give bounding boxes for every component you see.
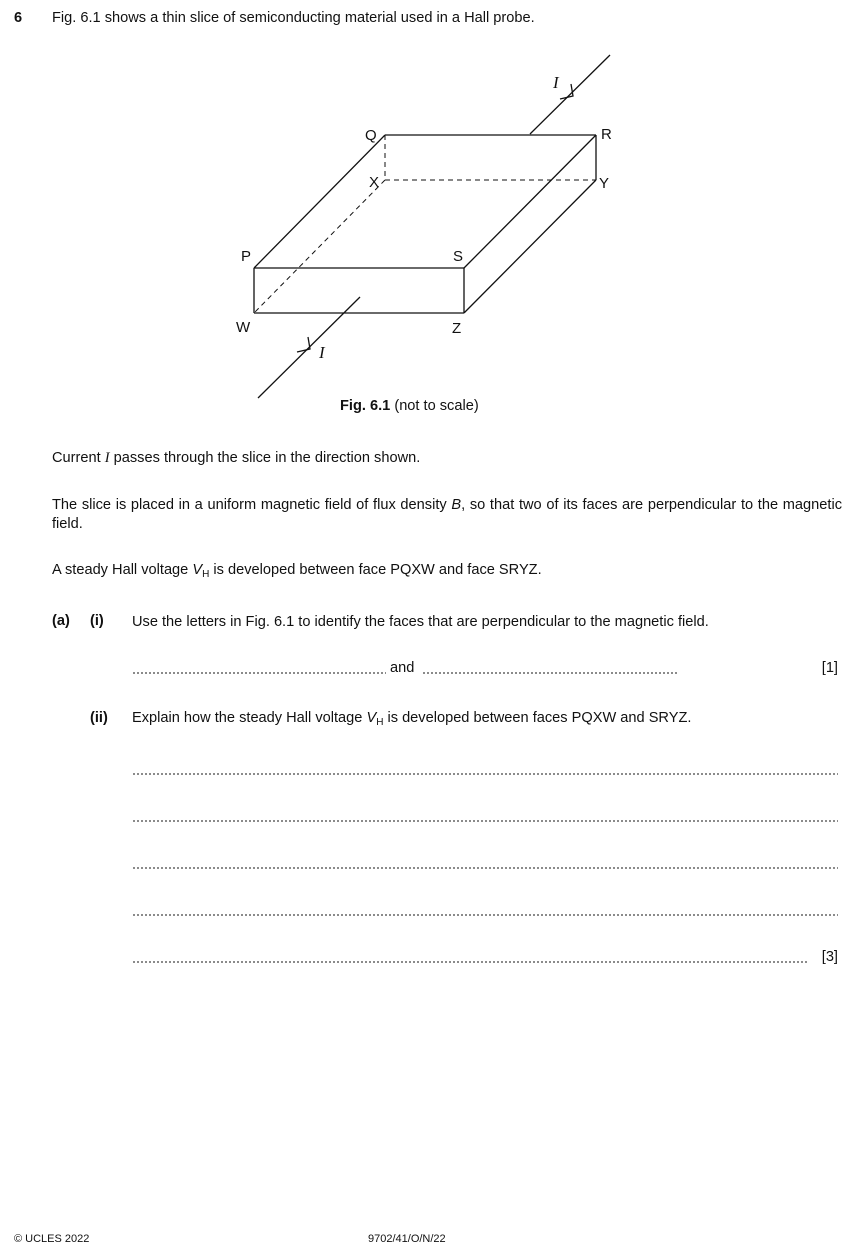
label-X: X	[369, 174, 380, 191]
p3-text-b: is developed between face PQXW and face SRYZ.	[209, 562, 542, 578]
footer-code: 9702/41/O/N/22	[368, 1233, 446, 1245]
label-Q: Q	[365, 127, 377, 144]
part-a-i-text: Use the letters in Fig. 6.1 to identify the faces that are perpendicular to the magnetic field.	[132, 614, 709, 630]
answer-line[interactable]	[132, 820, 838, 822]
caption-rest: (not to scale)	[390, 398, 479, 414]
answer-line-face-1[interactable]	[132, 672, 386, 674]
footer-copyright: © UCLES 2022	[14, 1233, 90, 1245]
p3-v: V	[192, 562, 203, 578]
marks-a-i: [1]	[821, 660, 838, 676]
part-a-ii-text	[132, 710, 691, 728]
answer-line[interactable]	[132, 773, 838, 775]
label-current-out: I	[553, 73, 559, 92]
label-S: S	[453, 248, 464, 265]
part-a-ii-label: (ii)	[90, 710, 108, 726]
marks-a-ii: [3]	[821, 949, 838, 965]
label-Y: Y	[599, 175, 610, 192]
p2-text-a: The slice is placed in a uniform magnetic field of flux density	[52, 497, 452, 513]
edge-RS	[464, 135, 596, 268]
hidden-edge-XW	[254, 180, 385, 313]
paragraph-current	[52, 449, 842, 468]
label-Z: Z	[452, 320, 462, 337]
a-ii-text-b: is developed between faces PQXW and SRYZ.	[383, 710, 692, 726]
paragraph-field	[52, 496, 842, 534]
current-wire-in	[258, 297, 360, 398]
a-ii-sub: H	[376, 717, 384, 728]
edge-ZY	[464, 180, 596, 313]
part-a-label: (a)	[52, 613, 70, 629]
p3-sub: H	[202, 569, 210, 580]
label-W: W	[236, 319, 251, 336]
label-R: R	[601, 126, 612, 143]
label-P: P	[241, 248, 252, 265]
figure-caption	[340, 398, 479, 414]
paragraph-hall-voltage	[52, 561, 842, 584]
answer-line[interactable]	[132, 867, 838, 869]
answer-line[interactable]	[132, 961, 808, 963]
question-intro: Fig. 6.1 shows a thin slice of semiconducting material used in a Hall probe.	[52, 10, 535, 26]
p1-symbol: I	[104, 450, 110, 466]
current-arrow-in	[297, 337, 310, 352]
p3-text-a: A steady Hall voltage	[52, 562, 193, 578]
hall-probe-diagram	[0, 40, 852, 460]
p2-text-b: , so that two of its faces are perpendicular to the magnetic field.	[52, 497, 842, 532]
answer-line[interactable]	[132, 914, 838, 916]
a-ii-v: V	[366, 710, 377, 726]
p2-symbol: B	[451, 497, 462, 513]
a-ii-text-a: Explain how the steady Hall voltage	[132, 710, 367, 726]
p1-text-b: passes through the slice in the direction shown.	[109, 450, 421, 466]
question-number: 6	[14, 10, 23, 26]
answer-line-face-2[interactable]	[422, 672, 678, 674]
p1-text-a: Current	[52, 450, 105, 466]
and-word: and	[390, 660, 415, 676]
current-wire-out	[530, 55, 610, 134]
label-current-in: I	[319, 343, 325, 362]
current-arrow-out	[560, 84, 573, 99]
edge-PQ	[254, 135, 385, 268]
caption-bold: Fig. 6.1	[340, 398, 391, 414]
part-a-i-label: (i)	[90, 613, 104, 629]
